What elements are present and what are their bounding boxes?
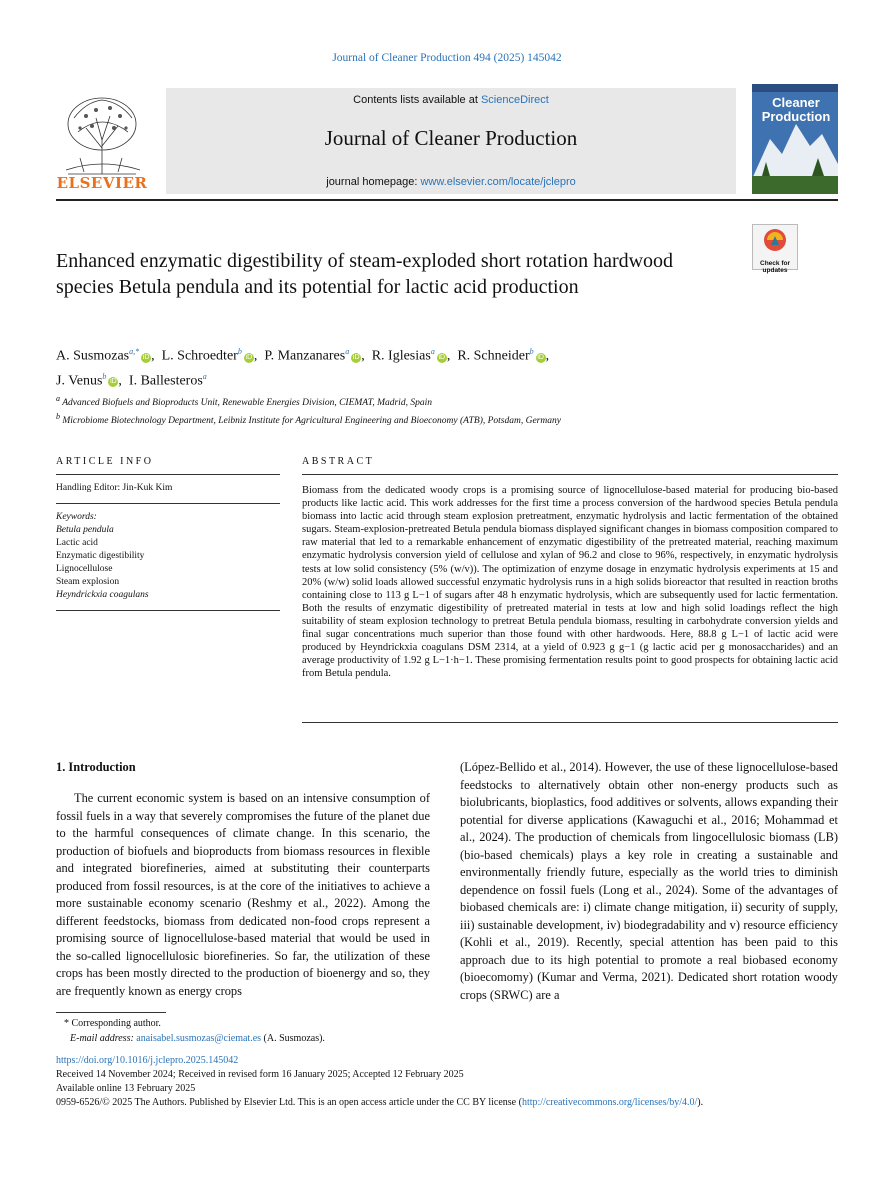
journal-cover-image[interactable] <box>752 84 838 194</box>
orcid-icon[interactable]: iD <box>438 353 446 361</box>
article-metadata <box>56 1054 846 1110</box>
author-name[interactable]: P. Manzanares <box>264 348 346 364</box>
abstract-text: Biomass from the dedicated woody crops is a promising source of lignocellulose-based material for producing bio-based products like lactic acid. This work addresses for the first time a process conversion of the hardwood species Betula pendula biomass into lactic acid through steam explosion pretreatment, enzymatic hydrolysis and lactic fermentation of the obtained sugars. Steam-explosion-pretreated Betula pendula biomass displayed significant changes in biomass composition compared to raw material that led to a remarkable enhancement of enzymatic digestibility of the pretreated material, reaching maximum enzymatic hydrolysis conversion yield of cellulose and xylan of 96.2 and close to 96%, respectively, in enzymatic hydrolysis tests at low solid consistency (5% (w/v)). The optimization of enzyme dosage in enzymatic hydrolysis experiments at 15 and 20% (w/w) solid loads allowed successful enzymatic hydrolysis runs in a high solids bioreactor that resulted in reaction broths containing close to 113 g L−1 of sugars after 48 h enzymatic hydrolysis, which are subsequently used for lactic fermentation. Both the results of enzymatic digestibility of pretreated material in tests at low and high solid loadings reflect the high suitability of steam explosion technology to pretreat Betula pendula biomass, resulting in carbohydrate conversion yields and final sugar concentrations much superior than those found with other hardwoods. Here, 88.8 g L−1 of lactic acid were produced by Heyndrickxia coagulans DSM 2314, at a yield of 0.923 g g−1 (g lactic acid per g monosaccharides) and an average productivity of 1.92 g L−1·h−1. These promising fermentation results point to good prospects for obtaining lactic acid from Betula pendula. <box>302 485 838 680</box>
crossmark-label: Check for updates <box>760 260 790 274</box>
corresponding-author-note: * Corresponding author. <box>64 1018 161 1029</box>
affiliation-text: Advanced Biofuels and Bioproducts Unit, Renewable Energies Division, CIEMAT, Madrid, Spain <box>62 398 432 409</box>
affiliation-item <box>56 392 836 410</box>
keyword: Enzymatic digestibility <box>56 551 145 561</box>
affiliation-item <box>56 410 836 428</box>
paper-title: Enhanced enzymatic digestibility of steam-exploded short rotation hardwood species Betula pendula and its potential for lactic acid production <box>56 250 674 298</box>
author-list: A. Susmozas$^{a,*}$iD , L. Schroedter$^b$iD , P. Manzanares$^a$iD , R. Iglesias$^a$iD , R. Schneider$^b$iD , J. Venus$^b$iD , I. Ballesteros$^a$ <box>56 347 550 389</box>
abstract-heading: ABSTRACT <box>302 456 375 467</box>
license-link[interactable]: http://creativecommons.org/licenses/by/4.0/ <box>521 1097 698 1108</box>
author-name[interactable]: R. Schneider <box>457 348 530 364</box>
keyword: Heyndrickxia coagulans <box>56 590 149 600</box>
cover-title-line-1: Cleaner <box>772 95 820 110</box>
doi-link[interactable]: https://doi.org/10.1016/j.jclepro.2025.145042 <box>56 1055 239 1066</box>
license-prefix: 0959-6526/© 2025 The Authors. Published by Elsevier Ltd. This is an open access article under the CC BY license ( <box>56 1097 522 1108</box>
author-affiliation-mark[interactable]: b <box>529 347 534 356</box>
license-suffix: ). <box>697 1097 704 1108</box>
body-column-left <box>56 790 430 1000</box>
contents-line <box>166 94 736 106</box>
available-online: Available online 13 February 2025 <box>56 1083 196 1094</box>
email-label: E-mail address: <box>70 1033 137 1044</box>
divider <box>302 722 838 723</box>
contents-prefix: Contents lists available at <box>353 94 481 106</box>
author-affiliation-mark[interactable]: a <box>345 347 350 356</box>
affiliation-text: Microbiome Biotechnology Department, Leibniz Institute for Agricultural Engineering and Bioeconomy (ATB), Potsdam, Germany <box>62 416 561 427</box>
orcid-icon[interactable]: iD <box>245 353 253 361</box>
crossmark-icon <box>753 225 797 255</box>
handling-editor: Handling Editor: Jin-Kuk Kim <box>56 483 173 493</box>
footnote-divider <box>56 1012 166 1013</box>
affiliations <box>56 392 836 428</box>
author-name[interactable]: J. Venus <box>56 373 103 389</box>
email-link[interactable]: anaisabel.susmozas@ciemat.es <box>136 1033 262 1044</box>
author-affiliation-mark[interactable]: b <box>102 371 107 381</box>
body-column-right <box>460 759 838 1004</box>
sciencedirect-link[interactable]: ScienceDirect <box>480 94 549 106</box>
author-name[interactable]: A. Susmozas <box>56 348 130 364</box>
divider <box>302 474 838 475</box>
elsevier-wordmark: ELSEVIER <box>56 174 148 192</box>
keyword: Betula pendula <box>56 525 114 535</box>
journal-title: Journal of Cleaner Production <box>324 126 578 150</box>
homepage-line <box>166 176 736 188</box>
author-affiliation-mark[interactable]: b <box>237 347 242 356</box>
orcid-icon[interactable]: iD <box>110 378 117 386</box>
keyword: Steam explosion <box>56 577 120 587</box>
journal-homepage-link[interactable]: www.elsevier.com/locate/jclepro <box>420 176 576 188</box>
header-divider <box>56 199 838 201</box>
author-affiliation-mark[interactable]: a <box>430 347 435 356</box>
author-name[interactable]: I. Ballesteros <box>128 373 203 389</box>
check-for-updates-badge[interactable] <box>752 224 798 274</box>
keywords-block <box>56 511 149 602</box>
article-info-heading: ARTICLE INFO <box>56 456 154 467</box>
body-paragraph: (López-Bellido et al., 2014). However, the use of these lignocellulose-based feedstocks to alternatively obtain other non-energy products such as biolubricants, bioplastics, food additives or solvents, allows expanding their potential for diverse applications (Kawaguchi et al., 2016; Mohammad et al., 2024). The production of chemicals from lingocellulosic biomass (LB) (bio-based chemicals) plays a key role in creating a sustainable and environmentally friendly future, especially as the world tries to diminish dependence on fossil fuels (Long et al., 2024). Some of the advantages of biobased chemicals are: i) climate change mitigation, ii) security of supply, iii) sustainable development, iv) biodegradability and v) resource efficiency (Kohli et al., 2019). Recently, special attention has been paid to this approach due to its high potential to promote a real biobased economy (bioecomomy) (Kumar and Verma, 2021). Dedicated short rotation woody crops (SRWC) are a <box>460 760 838 1002</box>
author-affiliation-mark[interactable]: a,* <box>129 347 140 356</box>
keyword: Lignocellulose <box>56 564 113 574</box>
email-line <box>56 1031 325 1046</box>
section-heading-introduction: 1. Introduction <box>56 760 136 774</box>
author-name[interactable]: R. Iglesias <box>371 348 431 364</box>
homepage-prefix: journal homepage: <box>326 176 421 188</box>
license-line <box>56 1096 846 1110</box>
footnotes <box>56 1016 325 1046</box>
email-suffix: (A. Susmozas). <box>261 1033 325 1044</box>
divider <box>56 474 280 475</box>
cover-title-line-2: Production <box>761 109 831 124</box>
divider <box>56 503 280 504</box>
keyword: Lactic acid <box>56 538 98 548</box>
journal-citation-link[interactable]: Journal of Cleaner Production 494 (2025) 145042 <box>332 52 562 64</box>
received-dates: Received 14 November 2024; Received in revised form 16 January 2025; Accepted 12 February 2025 <box>56 1069 464 1080</box>
orcid-icon[interactable]: iD <box>537 353 544 361</box>
keywords-label: Keywords: <box>56 512 97 522</box>
affiliation-mark: a <box>56 394 60 403</box>
divider <box>56 610 280 611</box>
author-affiliation-mark[interactable]: a <box>202 371 207 381</box>
author-name[interactable]: L. Schroedter <box>161 348 238 364</box>
orcid-icon[interactable]: iD <box>352 353 360 361</box>
body-paragraph: The current economic system is based on an intensive consumption of fossil fuels in a way that severely compromises the future of the planet due to the harmful consequences of climate change. In this scenario, the production of biofuels and bioproducts from biomass resources in flexible and integrated biorefineries, aimed at substituting their counterparts produced from fossil resources, is at the core of the initiatives to achieve a more sustainable economy scenario (Reshmy et al., 2022). Among the different feedstocks, biomass from dedicated non-food crops represent a promising source of lignocellulose-based material that would be used in the so-called lignocellulosic biorefineries. So far, the utilization of these crops has been mostly directed to the production of bioenergy and so, they are frequently known as energy crops <box>56 791 430 998</box>
affiliation-mark: b <box>56 412 60 422</box>
orcid-icon[interactable]: iD <box>142 353 150 361</box>
